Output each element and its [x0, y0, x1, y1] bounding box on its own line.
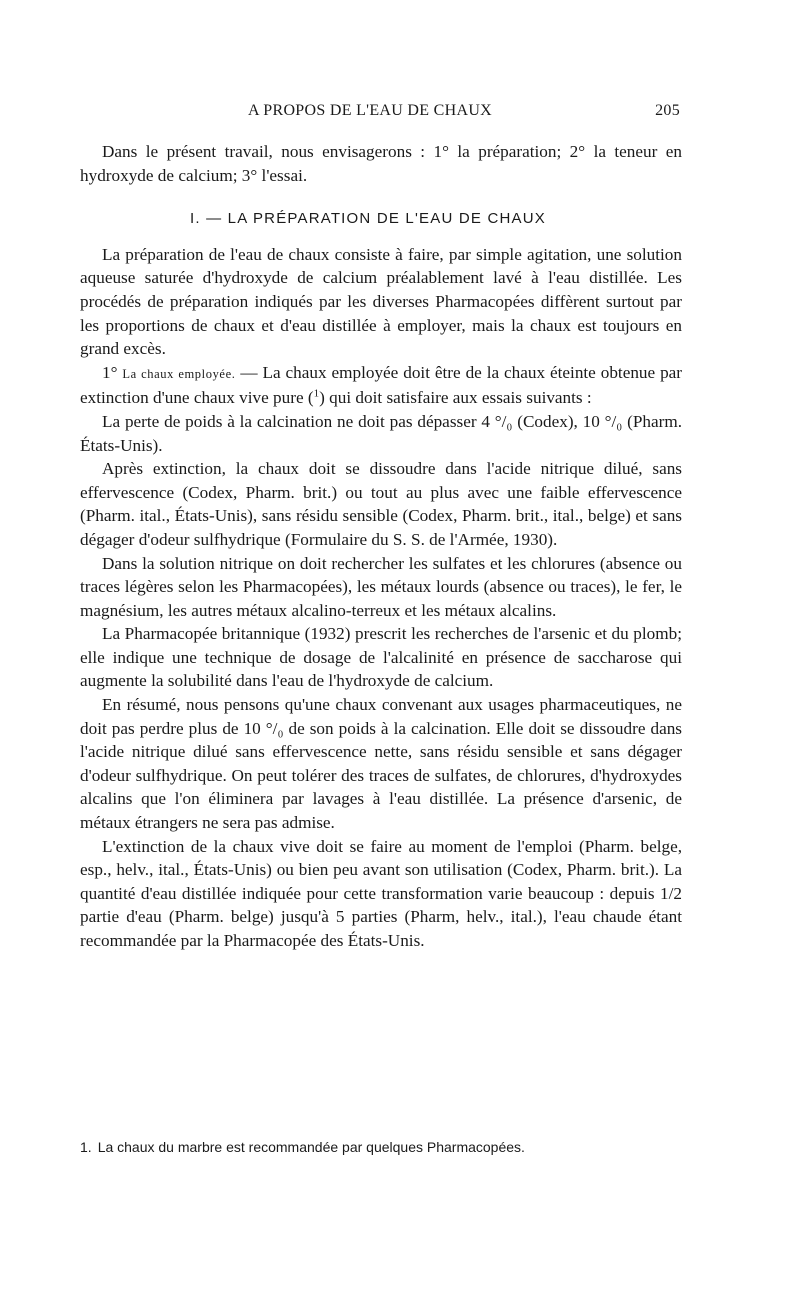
footnote-text: La chaux du marbre est recommandée par quelques Pharmacopées.: [97, 1139, 525, 1155]
paragraph-solution-nitrique: Dans la solution nitrique on doit rechercher les sulfates et les chlorures (absence ou traces légères selon les Pharmacopées), les métaux lourds (absence ou traces), le fer, le magnésium, les autres métaux alcalino-terreux et les métaux alcalins.: [80, 553, 682, 620]
paragraph-pharmacopee-britannique: La Pharmacopée britannique (1932) prescrit les recherches de l'arsenic et du plomb; elle indique une technique de dosage de l'alcalinité en présence de saccharose qui augmente la solubilité dans l'eau de l'hydroxyde de calcium.: [80, 624, 682, 691]
paragraph-perte-de-poids: La perte de poids à la calcination ne doit pas dépasser 4 °/₀ (Codex), 10 °/₀ (Pharm. États-Unis).: [80, 411, 682, 455]
body-text: [80, 140, 682, 953]
paragraph-extinction-dissolution: Après extinction, la chaux doit se dissoudre dans l'acide nitrique dilué, sans effervescence (Codex, Pharm. brit.) ou tout au plus avec une faible effervescence (Pharm. ital., États-Unis), sans résidu sensible (Codex, Pharm. brit., ital., belge) et sans dégager d'odeur sulfhydrique (Formulaire du S. S. de l'Armée, 1930).: [80, 459, 682, 549]
footnote: [80, 1138, 682, 1156]
page-number: 205: [655, 102, 680, 119]
paragraph-preparation: La préparation de l'eau de chaux consiste à faire, par simple agitation, une solution aqueuse saturée d'hydroxyde de calcium préalablement lavé à l'eau distillée. Les procédés de préparation indiqués par les diverses Pharmacopées diffèrent surtout par les proportions de chaux et d'eau distillée à employer, mais la chaux est toujours en grand excès.: [80, 244, 682, 359]
running-head-title: A PROPOS DE L'EAU DE CHAUX: [248, 102, 493, 119]
intro-paragraph: Dans le présent travail, nous envisagerons : 1° la préparation; 2° la teneur en hydroxyde de calcium; 3° l'essai.: [80, 142, 682, 185]
section-heading: I. — LA PRÉPARATION DE L'EAU DE CHAUX: [190, 210, 546, 228]
paragraph-extinction-chaux-vive: L'extinction de la chaux vive doit se faire au moment de l'emploi (Pharm. belge, esp., helv., ital., États-Unis) ou bien peu avant son utilisation (Codex, Pharm. brit.). La quantité d'eau distillée indiquée pour cette transformation varie beaucoup : depuis 1/2 partie d'eau (Pharm. belge) jusqu'à 5 parties (Pharm, helv., ital.), l'eau chaude étant recommandée par la Pharmacopée des États-Unis.: [80, 836, 682, 950]
footnote-reference: 1: [313, 387, 320, 400]
item-number: 1°: [102, 362, 118, 382]
item-text-b: ) qui doit satisfaire aux essais suivants :: [319, 388, 592, 408]
item-text-a: — La chaux employée doit être de la chaux éteinte obtenue par extinction d'une chaux vive pure (: [80, 362, 683, 408]
paragraph-resume: En résumé, nous pensons qu'une chaux convenant aux usages pharmaceutiques, ne doit pas perdre plus de 10 °/₀ de son poids à la calcination. Elle doit se dissoudre dans l'acide nitrique dilué sans effervescence nette, sans résidu sensible et sans dégager d'odeur sulfhydrique. On peut tolérer des traces de sulfates, de chlorures, d'hydroxydes alcalins que l'on éliminera par lavages à l'eau distillée. La présence d'arsenic, de métaux étrangers ne sera pas admise.: [80, 695, 682, 833]
item-label: La chaux employée.: [122, 366, 236, 381]
footnote-number: 1.: [80, 1139, 92, 1155]
paragraph-chaux-employee: [80, 361, 682, 410]
